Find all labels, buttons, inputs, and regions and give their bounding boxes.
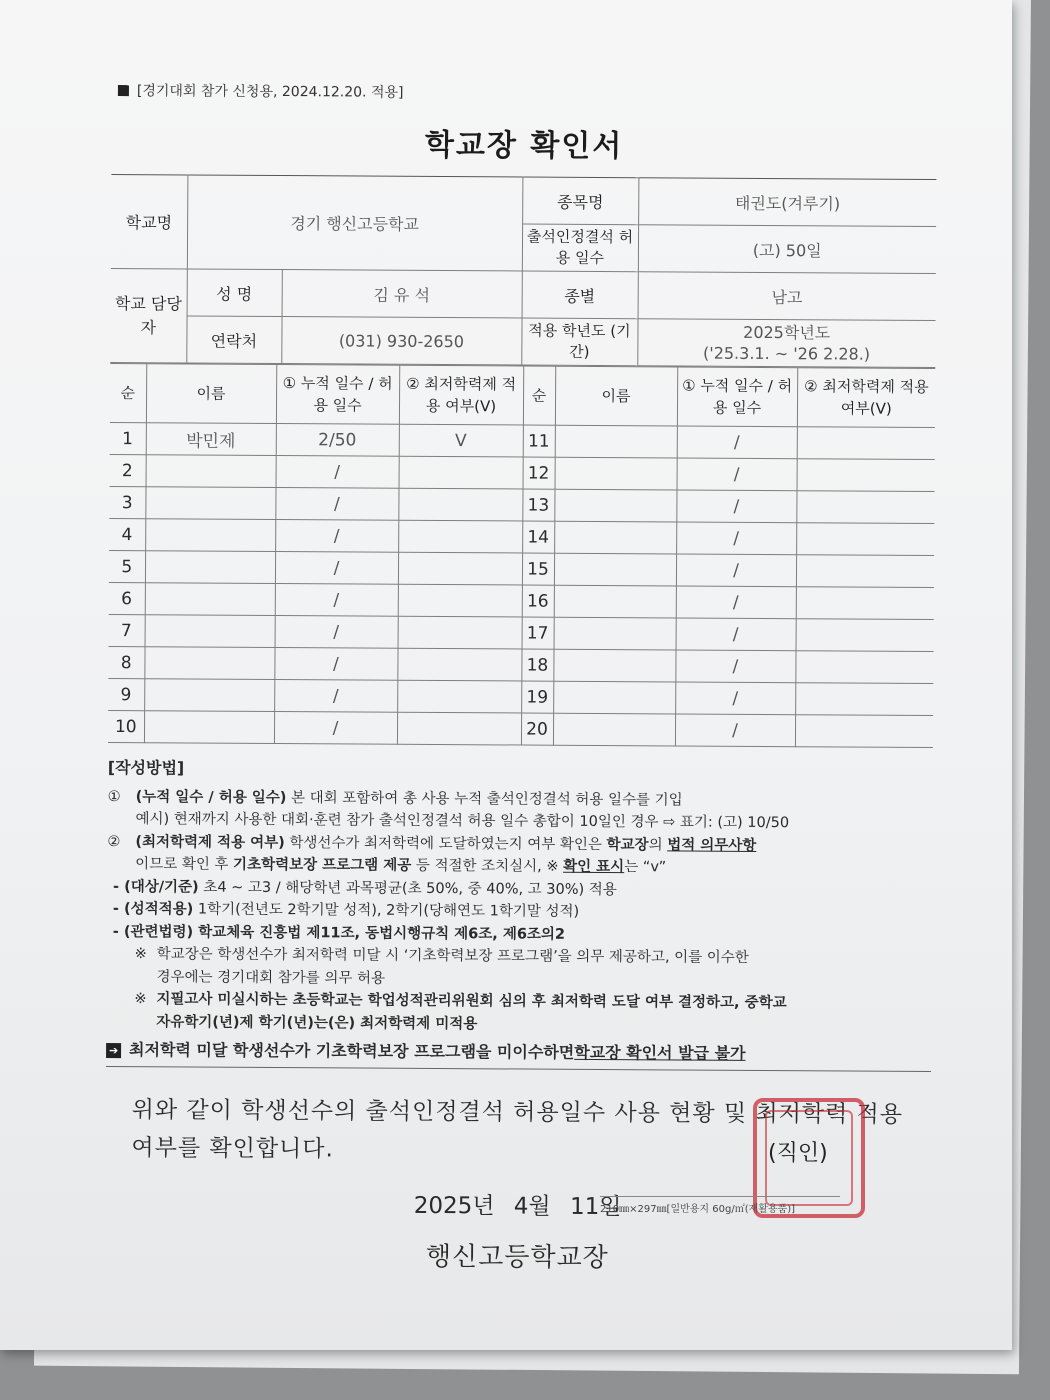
applied-year-cell: [637, 319, 935, 368]
guide-related-law: - (관련법령) 학교체육 진흥법 제11조, 동법시행규칙 제6조, 제6조의2: [112, 923, 566, 943]
student-name: [553, 681, 675, 714]
days-value: /: [275, 584, 398, 617]
certificate-page: [105, 80, 937, 1276]
min-academic-mark: [796, 619, 934, 652]
table-row: [109, 518, 934, 555]
days-value: /: [276, 456, 399, 489]
arrow-box-icon: ➔: [106, 1043, 121, 1058]
student-name: [145, 487, 275, 520]
guide-note-1: ※ 학교장은 학생선수가 최저학력 미달 시 ‘기초학력보장 프로그램’을 의무 제공하고, 이를 이수한 경우에는 경기대회 참가를 의무 허용: [134, 946, 749, 987]
category-label: 종별: [522, 271, 638, 319]
student-name: [554, 553, 676, 586]
row-no: 13: [522, 489, 554, 521]
form-header-note: [경기대회 참가 신청용, 2024.12.20. 적용]: [118, 80, 937, 105]
student-name: [554, 489, 676, 522]
row-no: 15: [522, 553, 554, 585]
student-name: [146, 455, 276, 488]
row-no: 11: [523, 425, 555, 457]
guide-final-warning: ➔ 최저학력 미달 학생선수가 기초학력보장 프로그램을 미이수하면 학교장 확인서 발급 불가: [106, 1039, 931, 1072]
paper-spec-note: 210㎜×297㎜[일반용지 60g/㎡(재활용품)]: [600, 1196, 840, 1215]
square-bullet-icon: [118, 85, 129, 96]
row-no: 14: [522, 521, 554, 553]
issue-date: 2025년 4월 11일: [413, 1192, 622, 1220]
allowed-days-value: (고) 50일: [638, 225, 936, 274]
min-academic-mark: [795, 715, 933, 748]
header-no: 순: [110, 363, 146, 422]
contact-label: 연락처: [186, 316, 281, 364]
days-value: /: [274, 712, 397, 745]
guide-item-2: ② (최저학력제 적용 여부) 학생선수가 최저학력에 도달하였는지 여부 확인은 학교장의 법적 의무사항: [107, 833, 757, 854]
header-min-academic: ② 최저학력제 적용 여부(V): [399, 365, 523, 425]
min-academic-mark: [398, 584, 522, 617]
days-value: 2/50: [276, 424, 399, 457]
days-value: /: [275, 552, 398, 585]
student-name: [145, 583, 275, 616]
days-value: /: [275, 488, 398, 521]
allowed-days-label: 출석인정결석 허용 일수: [522, 224, 638, 272]
min-academic-mark: [797, 459, 935, 492]
header-no-right: 순: [523, 366, 555, 425]
row-no: 5: [109, 550, 145, 582]
min-academic-mark: [398, 552, 522, 585]
days-value: /: [675, 714, 795, 747]
min-academic-mark: [797, 427, 935, 460]
confirmation-statement: 위와 같이 학생선수의 출석인정결석 허용일수 사용 현황 및 최저학력 적용 여부를 확인합니다.: [131, 1096, 904, 1162]
school-name-value: 경기 행신고등학교: [187, 175, 523, 271]
student-name: [553, 713, 675, 746]
student-name: [555, 457, 677, 490]
min-academic-mark: [399, 456, 523, 489]
days-value: /: [275, 616, 398, 649]
min-academic-mark: [796, 491, 934, 524]
row-no: 16: [522, 585, 554, 617]
row-no: 9: [108, 678, 144, 710]
header-name: 이름: [146, 364, 276, 424]
student-name: [144, 711, 274, 744]
table-row: [109, 582, 934, 619]
school-info-table: [110, 174, 936, 368]
header-days-right: ① 누적 일수 / 허용 일수: [677, 367, 797, 427]
seal-label: (직인): [768, 1141, 828, 1166]
min-academic-mark: [397, 712, 521, 745]
row-no: 3: [109, 486, 145, 518]
writing-guide: [106, 757, 933, 1072]
student-name: [555, 425, 677, 458]
days-value: /: [676, 586, 796, 619]
student-name: [145, 615, 275, 648]
min-academic-mark: [398, 616, 522, 649]
table-row: [108, 710, 933, 747]
manager-label: 학교 담당자: [110, 268, 187, 362]
min-academic-mark: [795, 683, 933, 716]
min-academic-mark: [398, 488, 522, 521]
guide-title: [작성방법]: [107, 757, 185, 778]
days-value: /: [274, 680, 397, 713]
event-value: 태권도(겨루기): [638, 178, 936, 227]
min-academic-mark: [795, 651, 933, 684]
days-value: /: [676, 522, 796, 555]
min-academic-mark: [397, 680, 521, 713]
header-name-right: 이름: [555, 366, 677, 426]
student-name: [553, 649, 675, 682]
guide-item-1: ① (누적 일수 / 허용 일수) 본 대회 포함하여 총 사용 누적 출석인정결석 허용 일수를 기입: [107, 788, 683, 808]
applied-year-label: 적용 학년도 (기간): [521, 318, 637, 366]
days-value: /: [677, 426, 797, 459]
student-name: [554, 521, 676, 554]
row-no: 12: [523, 457, 555, 489]
roster-header-row: [110, 363, 935, 427]
table-row: [108, 678, 933, 715]
student-name: [554, 585, 676, 618]
student-roster-table: [108, 363, 935, 748]
days-value: /: [275, 520, 398, 553]
min-academic-mark: V: [399, 424, 523, 457]
days-value: /: [676, 618, 796, 651]
min-academic-mark: [397, 648, 521, 681]
name-label: 성 명: [187, 269, 282, 317]
row-no: 10: [108, 710, 144, 742]
min-academic-mark: [796, 587, 934, 620]
guide-item-1-example: 예시) 현재까지 사용한 대회·훈련 참가 출석인정결석 허용 일수 총합이 10일인 경우 ⇨ 표기: (고) 10/50: [135, 811, 790, 832]
student-name: [144, 647, 274, 680]
row-no: 20: [521, 713, 553, 745]
days-value: /: [675, 682, 795, 715]
days-value: /: [676, 490, 796, 523]
guide-item-2-continued: 이므로 확인 후 기초학력보장 프로그램 제공 등 적절한 조치실시, ※ 확인 표시는 “v”: [135, 856, 667, 876]
row-no: 4: [109, 518, 145, 550]
days-value: /: [676, 554, 796, 587]
applied-period-value: ('25.3.1. ~ '26 2.28.): [703, 343, 871, 364]
name-value: 김 유 석: [282, 270, 522, 318]
student-name: [554, 617, 676, 650]
min-academic-mark: [398, 520, 522, 553]
table-row: [110, 422, 935, 459]
student-name: [145, 519, 275, 552]
days-value: /: [675, 650, 795, 683]
signer-title: 행신고등학교장: [425, 1241, 609, 1273]
row-no: 8: [108, 646, 144, 678]
row-no: 2: [110, 454, 146, 486]
contact-value: (031) 930-2650: [281, 317, 521, 365]
applied-year-value: 2025학년도: [743, 322, 831, 343]
row-no: 7: [109, 614, 145, 646]
table-row: [108, 646, 933, 683]
header-days: ① 누적 일수 / 허용 일수: [276, 365, 399, 425]
table-row: [110, 454, 935, 491]
min-academic-mark: [796, 523, 934, 556]
min-academic-mark: [796, 555, 934, 588]
days-value: /: [677, 458, 797, 491]
days-value: /: [274, 648, 397, 681]
header-min-academic-right: ② 최저학력제 적용 여부(V): [797, 368, 935, 428]
event-label: 종목명: [522, 177, 638, 225]
row-no: 18: [521, 649, 553, 681]
guide-grade-applied: - (성적적용) 1학기(전년도 2학기말 성적), 2학기(당해연도 1학기말 성적): [112, 901, 580, 920]
document-title: 학교장 확인서: [424, 127, 624, 165]
row-no: 19: [521, 681, 553, 713]
row-no: 17: [522, 617, 554, 649]
table-row: [109, 550, 934, 587]
row-no: 6: [109, 582, 145, 614]
student-name: 박민제: [146, 423, 276, 456]
student-name: [144, 679, 274, 712]
table-row: [109, 486, 934, 523]
row-no: 1: [110, 422, 146, 454]
category-value: 남고: [638, 272, 936, 321]
student-name: [145, 551, 275, 584]
guide-note-2: ※ 지필고사 미실시하는 초등학교는 학업성적관리위원회 심의 후 최저학력 도달 여부 결정하고, 중학교 자유학기(년)제 학기(년)는(은) 최저학력제 미적용: [134, 991, 787, 1032]
guide-target: - (대상/기준) 초4 ~ 고3 / 해당학년 과목평균(초 50%, 중 40%, 고 30%) 적용: [113, 878, 617, 898]
school-name-label: 학교명: [111, 174, 188, 268]
table-row: [109, 614, 934, 651]
